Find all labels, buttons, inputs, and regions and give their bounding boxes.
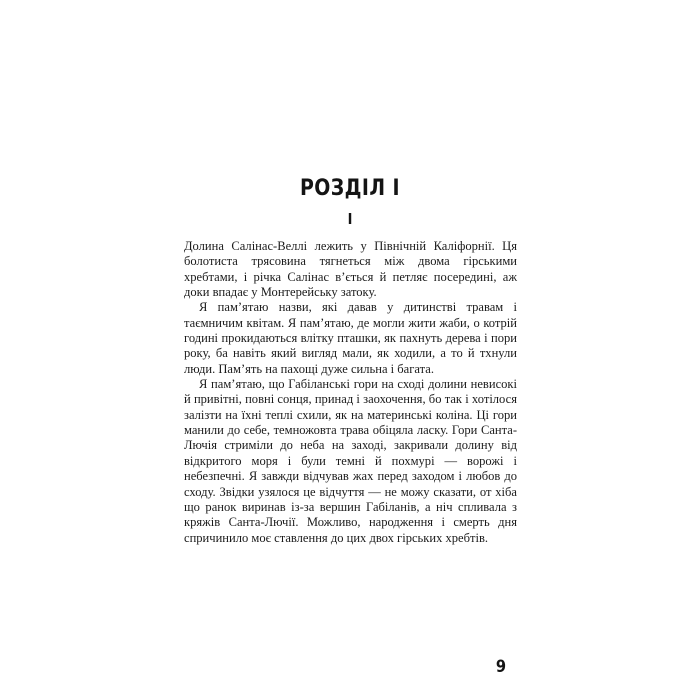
page-number: 9	[495, 657, 507, 677]
paragraph: Я пам’ятаю, що Габіланські гори на сході долини невисокі й привітні, повні сонця, принад і заохочення, бо так і хотілося залізти на їхні теплі схили, як на материнські коліна. Ці гори манили до себе, темножовта трава обіцяла ласку. Гори Санта-Лючія стриміли до неба на заході, закривали долину від відкритого моря і були темні й похмурі — ворожі і небезпечні. Я завжди відчував жах перед заходом і любов до сходу. Звідки узялося це відчуття — не можу сказати, от хіба що ранок виринав із-за вершин Габіланів, а ніч спливала з кряжів Санта-Лючії. Можливо, народження і смерть дня спричинило моє ставлення до цих двох гірських хребтів.	[184, 377, 517, 545]
paragraph: Я пам’ятаю назви, які давав у дитинстві травам і таємничим квітам. Я пам’ятаю, де могли жити жаби, о котрій годині прокидаються влітку пташки, як пахнуть дерева і пори року, ба навіть який вигляд мали, як ходили, а то й тхнули люди. Пам’ять на пахощі дуже сильна і багата.	[184, 300, 517, 376]
section-number: І	[347, 210, 353, 228]
body-text-column	[184, 239, 517, 546]
paragraph: Долина Салінас-Веллі лежить у Північній Каліфорнії. Ця болотиста трясовина тягнеться між двома гірськими хребтами, і річка Салінас в’ється й петляє посередині, аж доки впадає у Монтерейську затоку.	[184, 239, 517, 300]
chapter-title: РОЗДІЛ І	[299, 176, 401, 201]
